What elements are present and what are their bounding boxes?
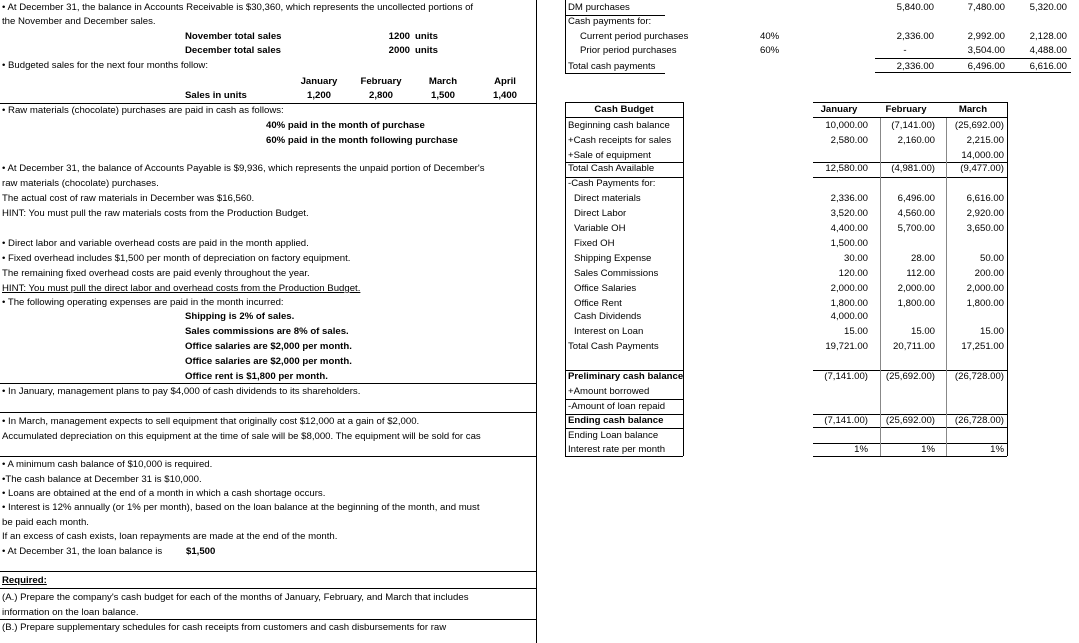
- divider: [0, 619, 536, 620]
- dm-prior-jan: -: [903, 45, 907, 56]
- budget-cell-feb: (4,981.00): [891, 163, 935, 174]
- budget-cell-mar: 1%: [990, 444, 1004, 455]
- divider: [0, 588, 536, 589]
- budget-cell-mar: (9,477.00): [960, 163, 1004, 174]
- raw-intro: • Raw materials (chocolate) purchases are paid in cash as follows:: [2, 105, 284, 116]
- budget-cell-mar: 1,800.00: [966, 298, 1004, 309]
- sales-label: Sales in units: [185, 90, 247, 101]
- budget-row-label: Direct materials: [574, 193, 641, 204]
- dm-total-mar: 6,616.00: [1029, 61, 1067, 72]
- march-sale-line: • In March, management expects to sell equipment that originally cost $12,000 at a gain of $2,000.: [2, 416, 420, 427]
- budget-col-rule: [880, 118, 881, 456]
- budget-cell-feb: 5,700.00: [897, 223, 935, 234]
- budget-row-label: Beginning cash balance: [568, 120, 670, 131]
- budget-cell-mar: 200.00: [974, 268, 1004, 279]
- budget-cell-jan: 12,580.00: [825, 163, 868, 174]
- budget-cell-mar: 14,000.00: [961, 150, 1004, 161]
- budget-cell-feb: 15.00: [910, 326, 935, 337]
- budget-row-label: Preliminary cash balance: [568, 371, 684, 382]
- budget-title: Cash Budget: [594, 104, 654, 115]
- dm-total-feb: 6,496.00: [967, 61, 1005, 72]
- budget-cell-jan: 1,800.00: [830, 298, 868, 309]
- budget-row-label: Total Cash Payments: [568, 341, 659, 352]
- opex-salaries: Office salaries are $2,000 per month.: [185, 341, 352, 352]
- budget-cell-mar: 17,251.00: [961, 341, 1004, 352]
- budget-rule: [565, 162, 683, 163]
- budget-cell-mar: 6,616.00: [966, 193, 1004, 204]
- budget-title-underline: [565, 117, 683, 118]
- budget-cell-jan: 2,000.00: [830, 283, 868, 294]
- divider: [0, 412, 536, 413]
- dm-cash-payments-for: Cash payments for:: [568, 16, 652, 27]
- budget-rule: [565, 428, 683, 429]
- budget-cell-feb: 1%: [921, 444, 935, 455]
- budget-cell-jan: 1,500.00: [830, 238, 868, 249]
- budget-rule: [565, 177, 683, 178]
- budget-cell-jan: 2,580.00: [830, 135, 868, 146]
- dm-prior-mar: 4,488.00: [1029, 45, 1067, 56]
- dm-current-pct: 40%: [760, 31, 780, 42]
- budget-cell-jan: 2,336.00: [830, 193, 868, 204]
- budget-row-label: +Amount borrowed: [568, 386, 650, 397]
- budget-cell-mar: (26,728.00): [954, 371, 1004, 382]
- budget-months-bottom: [813, 456, 1007, 457]
- budget-months-top: [813, 102, 1007, 103]
- dividend-line: • In January, management plans to pay $4,000 of cash dividends to its shareholders.: [2, 386, 361, 397]
- month-apr: April: [494, 76, 516, 87]
- cash-bal-line: •The cash balance at December 31 is $10,000.: [2, 474, 202, 485]
- pay-prior: 60% paid in the month following purchase: [266, 135, 458, 146]
- divider: [0, 383, 536, 384]
- dm-subtotal-line: [875, 58, 1071, 59]
- budget-cell-mar: 3,650.00: [966, 223, 1004, 234]
- budget-cell-jan: 120.00: [838, 268, 868, 279]
- budget-intro: • Budgeted sales for the next four months follow:: [2, 60, 209, 71]
- budget-row-label: Sales Commissions: [574, 268, 659, 279]
- budget-row-label: +Sale of equipment: [568, 150, 651, 161]
- ap-actual: The actual cost of raw materials in December was $16,560.: [2, 193, 255, 204]
- budget-cell-feb: (25,692.00): [885, 371, 935, 382]
- dm-current-mar: 2,128.00: [1029, 31, 1067, 42]
- dm-title-feb: 7,480.00: [967, 2, 1005, 13]
- budget-cell-jan: 4,000.00: [830, 311, 868, 322]
- budget-rule: [565, 399, 683, 400]
- dm-current-feb: 2,992.00: [967, 31, 1005, 42]
- budget-col-rule: [946, 118, 947, 456]
- sales-apr: 1,400: [492, 90, 517, 101]
- dm-border-left: [565, 0, 566, 74]
- sales-feb: 2,800: [368, 90, 393, 101]
- budget-row-label: -Amount of loan repaid: [568, 401, 666, 412]
- budget-cell-mar: 2,920.00: [966, 208, 1004, 219]
- budget-row-label: Ending cash balance: [568, 415, 664, 426]
- opex-salaries-dup: Office salaries are $2,000 per month.: [185, 356, 352, 367]
- dm-title-mar: 5,320.00: [1029, 2, 1067, 13]
- budget-cell-feb: (25,692.00): [885, 415, 935, 426]
- budget-row-label: Ending Loan balance: [568, 430, 659, 441]
- opex-shipping: Shipping is 2% of sales.: [185, 311, 295, 322]
- budget-cell-jan: 10,000.00: [825, 120, 868, 131]
- budget-rule: [813, 177, 1007, 178]
- budget-cell-feb: 112.00: [906, 268, 935, 279]
- interest-line: • Interest is 12% annually (or 1% per month), based on the loan balance at the beginning of the month, and must: [2, 502, 480, 513]
- budget-row-label: Cash Dividends: [574, 311, 642, 322]
- budget-label-col-right: [683, 102, 684, 456]
- divider: [0, 571, 536, 572]
- pay-current: 40% paid in the month of purchase: [266, 120, 425, 131]
- opex-rent: Office rent is $1,800 per month.: [185, 371, 328, 382]
- budget-label-top: [565, 102, 683, 103]
- nov-units-word: units: [415, 31, 438, 42]
- budget-cell-feb: 1,800.00: [897, 298, 935, 309]
- nov-units: 1200: [388, 31, 410, 42]
- loan-bal-value: $1,500: [186, 546, 216, 557]
- budget-cell-feb: 20,711.00: [893, 341, 935, 352]
- dm-title: DM purchases: [568, 2, 630, 13]
- budget-cell-feb: 4,560.00: [897, 208, 935, 219]
- ap-intro: • At December 31, the balance of Accounts Payable is $9,936, which represents the unpaid portion of December's: [2, 163, 485, 174]
- budget-cell-feb: 28.00: [910, 253, 935, 264]
- budget-row-label: Interest rate per month: [568, 444, 666, 455]
- budget-cell-jan: 30.00: [843, 253, 868, 264]
- budget-border-right: [1007, 102, 1008, 456]
- dm-current-label: Current period purchases: [580, 31, 689, 42]
- req-a: (A.) Prepare the company's cash budget for each of the months of January, February, and March that includes: [2, 592, 469, 603]
- budget-cell-jan: 15.00: [843, 326, 868, 337]
- budget-row-label: Interest on Loan: [574, 326, 644, 337]
- foh-remaining: The remaining fixed overhead costs are paid evenly throughout the year.: [2, 268, 310, 279]
- budget-row-label: +Cash receipts for sales: [568, 135, 672, 146]
- budget-rule: [813, 414, 1007, 415]
- budget-row-label: Direct Labor: [574, 208, 627, 219]
- budget-cell-feb: 6,496.00: [897, 193, 935, 204]
- budget-cell-mar: 2,000.00: [966, 283, 1004, 294]
- budget-row-label: Fixed OH: [574, 238, 615, 249]
- opex-commissions: Sales commissions are 8% of sales.: [185, 326, 349, 337]
- budget-row-label: Total Cash Available: [568, 163, 655, 174]
- month-feb: February: [360, 76, 402, 87]
- required-heading: Required:: [2, 575, 47, 586]
- dec-units: 2000: [388, 45, 410, 56]
- budget-cell-feb: 2,160.00: [897, 135, 935, 146]
- budget-cell-mar: (25,692.00): [954, 120, 1004, 131]
- accum-dep-line: Accumulated depreciation on this equipment at the time of sale will be $8,000. The equipment will be sold for cas: [2, 431, 481, 442]
- budget-month-feb: February: [885, 104, 927, 115]
- budget-cell-mar: 15.00: [979, 326, 1004, 337]
- req-b: (B.) Prepare supplementary schedules for cash receipts from customers and cash disbursements for raw: [2, 622, 447, 633]
- budget-row-label: Shipping Expense: [574, 253, 652, 264]
- budget-cell-jan: (7,141.00): [824, 415, 868, 426]
- budget-cell-jan: 1%: [854, 444, 868, 455]
- dm-title-jan: 5,840.00: [896, 2, 934, 13]
- dec-label: December total sales: [185, 45, 281, 56]
- budget-row-label: Variable OH: [574, 223, 626, 234]
- dm-prior-feb: 3,504.00: [967, 45, 1005, 56]
- sales-jan: 1,200: [306, 90, 331, 101]
- dm-total-underline: [875, 72, 1071, 73]
- sales-mar: 1,500: [430, 90, 455, 101]
- dm-prior-label: Prior period purchases: [580, 45, 677, 56]
- loan-bal-label: • At December 31, the loan balance is: [2, 546, 163, 557]
- budget-rule: [813, 162, 1007, 163]
- dm-prior-pct: 60%: [760, 45, 780, 56]
- budget-row-label: Office Salaries: [574, 283, 637, 294]
- budget-months-underline: [813, 117, 1007, 118]
- month-jan: January: [300, 76, 338, 87]
- loans-line: • Loans are obtained at the end of a month in which a cash shortage occurs.: [2, 488, 326, 499]
- budget-cell-mar: 50.00: [979, 253, 1004, 264]
- budget-row-label: -Cash Payments for:: [568, 178, 656, 189]
- budget-row-label: Office Rent: [574, 298, 622, 309]
- divider: [0, 456, 536, 457]
- budget-cell-jan: 19,721.00: [825, 341, 868, 352]
- budget-rule: [813, 427, 1007, 428]
- budget-cell-feb: (7,141.00): [891, 120, 935, 131]
- interest-line-2: be paid each month.: [2, 517, 89, 528]
- budget-cell-jan: 3,520.00: [830, 208, 868, 219]
- ar-intro: • At December 31, the balance in Accounts Receivable is $30,360, which represents the uncollected portions of: [2, 2, 474, 13]
- budget-cell-mar: (26,728.00): [954, 415, 1004, 426]
- ar-intro-2: the November and December sales.: [2, 16, 156, 27]
- dm-total-label: Total cash payments: [568, 61, 656, 72]
- budget-cell-feb: 2,000.00: [897, 283, 935, 294]
- dm-border-bottom: [565, 73, 665, 74]
- ap-intro-2: raw materials (chocolate) purchases.: [2, 178, 159, 189]
- ap-hint: HINT: You must pull the raw materials costs from the Production Budget.: [2, 208, 309, 219]
- dm-current-jan: 2,336.00: [896, 31, 934, 42]
- budget-rule: [813, 370, 1007, 371]
- opex-intro: • The following operating expenses are paid in the month incurred:: [2, 297, 284, 308]
- budget-cell-jan: 4,400.00: [830, 223, 868, 234]
- budget-month-jan: January: [820, 104, 858, 115]
- foh-line: • Fixed overhead includes $1,500 per month of depreciation on factory equipment.: [2, 253, 351, 264]
- budget-border-left: [565, 102, 566, 456]
- dec-units-word: units: [415, 45, 438, 56]
- budget-rule: [565, 370, 683, 371]
- budget-rule: [565, 414, 683, 415]
- budget-label-bottom: [565, 456, 683, 457]
- budget-cell-mar: 2,215.00: [966, 135, 1004, 146]
- foh-hint: HINT: You must pull the direct labor and overhead costs from the Production Budget.: [2, 283, 361, 294]
- dl-line: • Direct labor and variable overhead costs are paid in the month applied.: [2, 238, 309, 249]
- dm-total-jan: 2,336.00: [896, 61, 934, 72]
- excess-line: If an excess of cash exists, loan repayments are made at the end of the month.: [2, 531, 338, 542]
- panel-separator: [536, 0, 537, 643]
- min-cash-line: • A minimum cash balance of $10,000 is required.: [2, 459, 213, 470]
- budget-cell-jan: (7,141.00): [824, 371, 868, 382]
- divider: [0, 103, 536, 104]
- budget-rule: [813, 443, 1007, 444]
- nov-label: November total sales: [185, 31, 282, 42]
- month-mar: March: [428, 76, 458, 87]
- req-a-2: information on the loan balance.: [2, 607, 139, 618]
- budget-month-mar: March: [958, 104, 988, 115]
